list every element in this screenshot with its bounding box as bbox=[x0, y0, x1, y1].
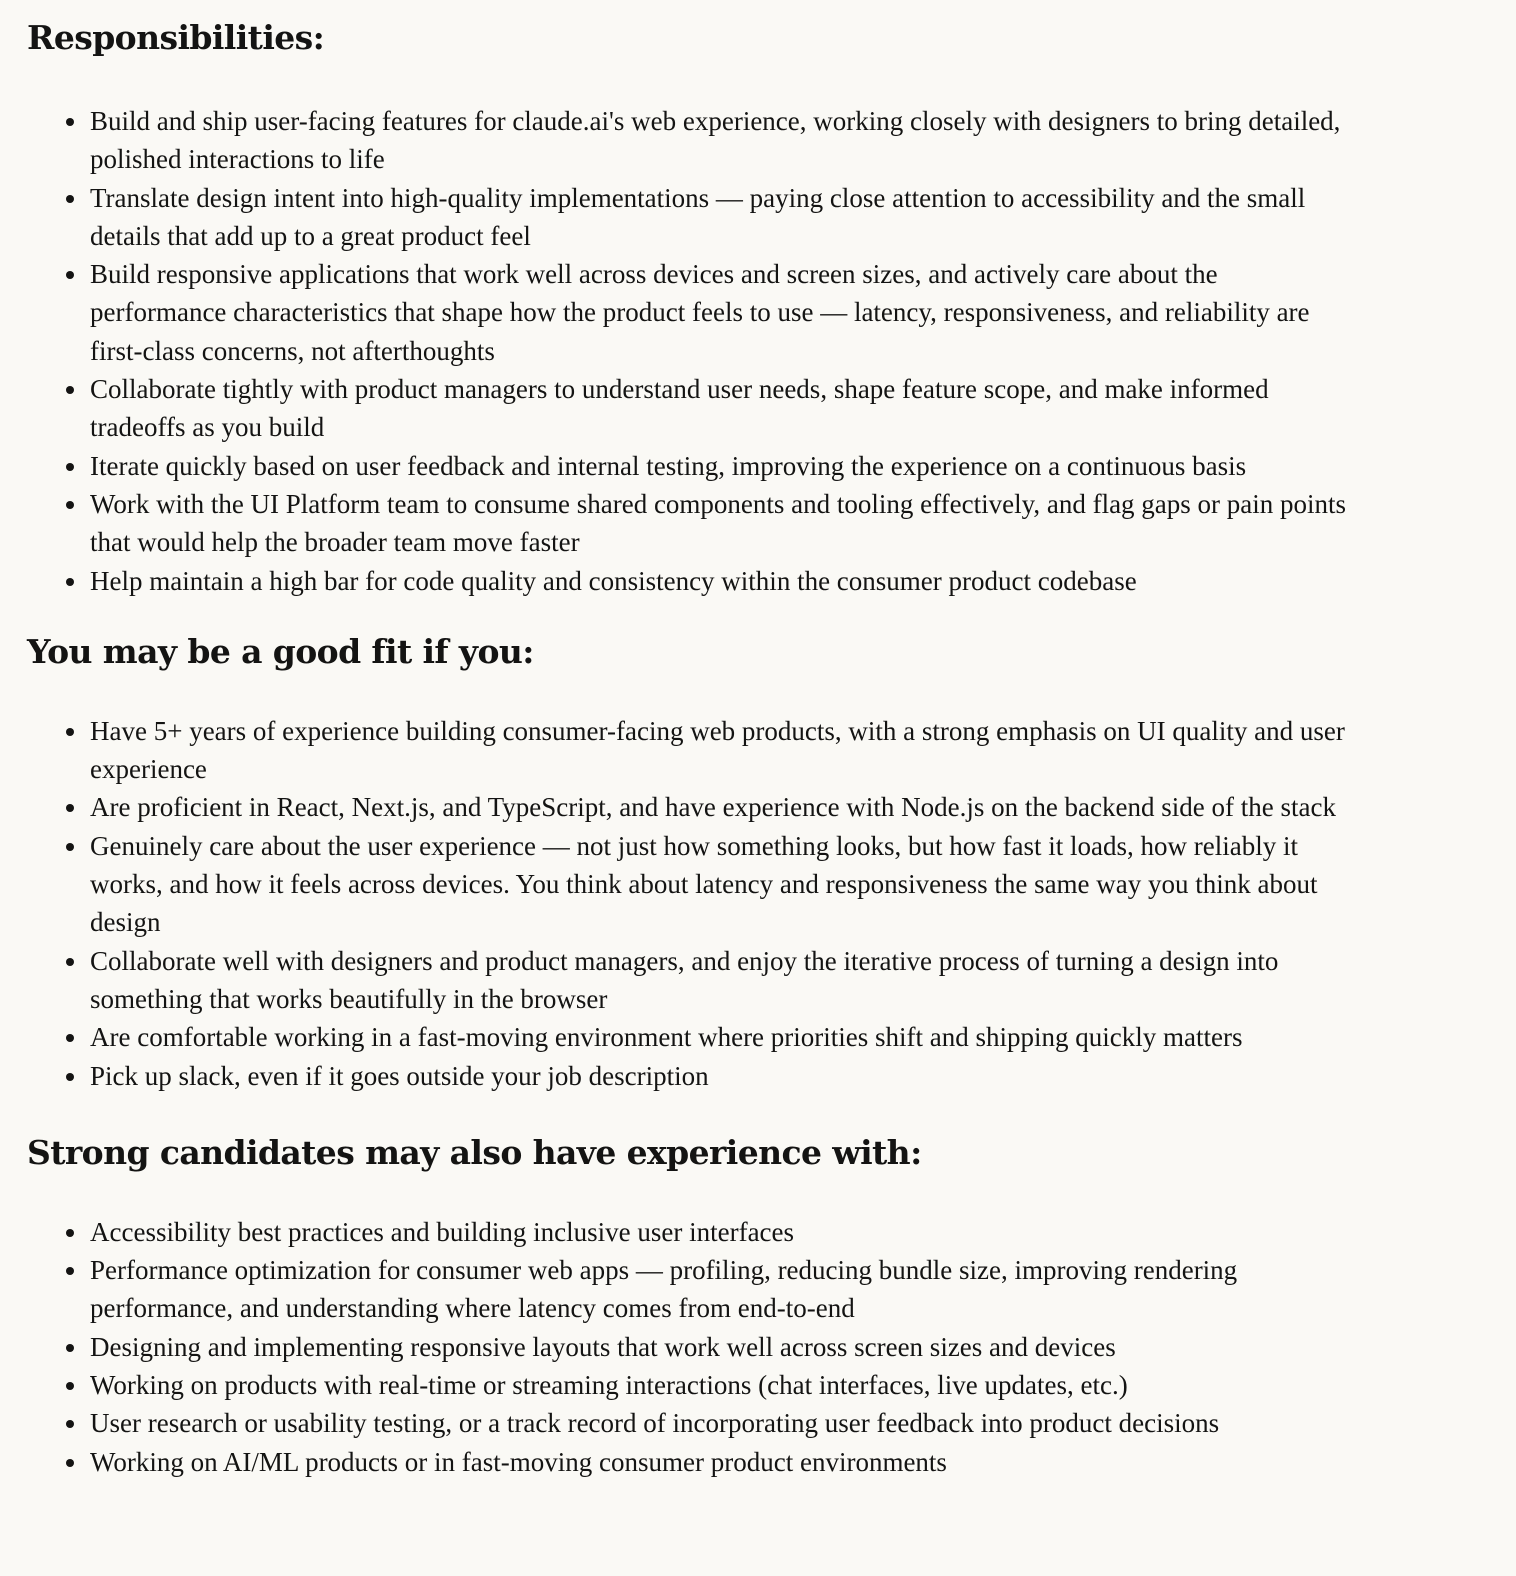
bullet-list bbox=[27, 712, 1347, 1095]
list-item bbox=[27, 447, 1347, 485]
list-item bbox=[27, 1057, 1347, 1095]
list-item bbox=[27, 712, 1347, 789]
list-item bbox=[27, 788, 1347, 826]
bullet-icon bbox=[66, 843, 74, 851]
list-item-text: Build and ship user-facing features for claude.ai's web experience, working closely with designers to bring detailed, polished interactions to life bbox=[90, 106, 1341, 175]
list-item-text: Working on AI/ML products or in fast-moving consumer product environments bbox=[90, 1446, 947, 1477]
list-item bbox=[27, 179, 1347, 256]
list-item-text: Accessibility best practices and building inclusive user interfaces bbox=[90, 1216, 795, 1247]
list-item-text: Designing and implementing responsive layouts that work well across screen sizes and devices bbox=[90, 1331, 1116, 1362]
bullet-icon bbox=[66, 271, 74, 279]
bullet-icon bbox=[66, 1420, 74, 1428]
list-item-text: Are proficient in React, Next.js, and TypeScript, and have experience with Node.js on the backend side of the stack bbox=[90, 792, 1336, 823]
bullet-icon bbox=[66, 728, 74, 736]
list-item bbox=[27, 1328, 1347, 1366]
list-item-text: Have 5+ years of experience building consumer-facing web products, with a strong emphasis on UI quality and user experience bbox=[90, 715, 1345, 785]
bullet-icon bbox=[66, 578, 74, 586]
bullet-icon bbox=[66, 501, 74, 509]
bullet-icon bbox=[66, 1459, 74, 1467]
bullet-icon bbox=[66, 958, 74, 966]
list-item-text: Build responsive applications that work well across devices and screen sizes, and actively care about the performance characteristics that shape how the product feels to use — latency, responsiveness, and reliability are first-class concerns, not afterthoughts bbox=[90, 259, 1310, 366]
bullet-icon bbox=[66, 1073, 74, 1081]
bullet-icon bbox=[66, 1344, 74, 1352]
list-item-text: Genuinely care about the user experience — not just how something looks, but how fast it loads, how reliably it works, and how it feels across devices. You think about latency and responsiveness the same way you think about design bbox=[90, 830, 1318, 938]
list-item bbox=[27, 102, 1347, 179]
list-item bbox=[27, 1213, 1347, 1251]
list-item-text: Collaborate well with designers and product managers, and enjoy the iterative process of turning a design into something that works beautifully in the browser bbox=[90, 945, 1279, 1014]
bullet-icon bbox=[66, 386, 74, 394]
list-item bbox=[27, 942, 1347, 1019]
list-item bbox=[27, 485, 1347, 562]
bullet-icon bbox=[66, 118, 74, 126]
list-item-text: Working on products with real-time or streaming interactions (chat interfaces, live updates, etc.) bbox=[90, 1370, 1128, 1401]
list-item-text: Are comfortable working in a fast-moving environment where priorities shift and shipping quickly matters bbox=[90, 1022, 1243, 1053]
list-item bbox=[27, 370, 1347, 447]
list-item bbox=[27, 255, 1347, 370]
section-good-fit bbox=[27, 628, 1516, 1095]
list-item bbox=[27, 1404, 1347, 1442]
section-heading: You may be a good fit if you: bbox=[27, 631, 534, 671]
bullet-icon bbox=[66, 1267, 74, 1275]
bullet-icon bbox=[66, 804, 74, 812]
bullet-icon bbox=[66, 195, 74, 203]
list-item bbox=[27, 1251, 1347, 1328]
list-item bbox=[27, 827, 1347, 942]
list-item-text: Iterate quickly based on user feedback and internal testing, improving the experience on a continuous basis bbox=[90, 450, 1247, 481]
bullet-list bbox=[27, 102, 1347, 600]
list-item-text: Work with the UI Platform team to consume shared components and tooling effectively, and flag gaps or pain points that would help the broader team move faster bbox=[90, 488, 1347, 558]
bullet-icon bbox=[66, 1034, 74, 1042]
section-heading: Strong candidates may also have experience with: bbox=[27, 1132, 922, 1172]
list-item bbox=[27, 1366, 1347, 1404]
list-item-text: Collaborate tightly with product managers to understand user needs, shape feature scope, and make informed tradeoffs as you build bbox=[90, 374, 1269, 443]
list-item-text: Translate design intent into high-quality implementations — paying close attention to accessibility and the small details that add up to a great product feel bbox=[90, 182, 1306, 251]
bullet-icon bbox=[66, 463, 74, 471]
list-item bbox=[27, 562, 1347, 600]
list-item-text: User research or usability testing, or a track record of incorporating user feedback into product decisions bbox=[90, 1408, 1220, 1439]
section-strong-candidates bbox=[27, 1129, 1516, 1481]
list-item bbox=[27, 1443, 1347, 1481]
list-item-text: Pick up slack, even if it goes outside your job description bbox=[90, 1060, 709, 1091]
list-item-text: Help maintain a high bar for code quality and consistency within the consumer product codebase bbox=[90, 565, 1137, 596]
list-item-text: Performance optimization for consumer web apps — profiling, reducing bundle size, improving rendering performance, and understanding where latency comes from end-to-end bbox=[90, 1255, 1238, 1324]
section-heading: Responsibilities: bbox=[27, 18, 325, 57]
bullet-icon bbox=[66, 1382, 74, 1390]
bullet-list bbox=[27, 1213, 1347, 1481]
bullet-icon bbox=[66, 1229, 74, 1237]
list-item bbox=[27, 1018, 1347, 1056]
section-responsibilities bbox=[27, 14, 1516, 600]
